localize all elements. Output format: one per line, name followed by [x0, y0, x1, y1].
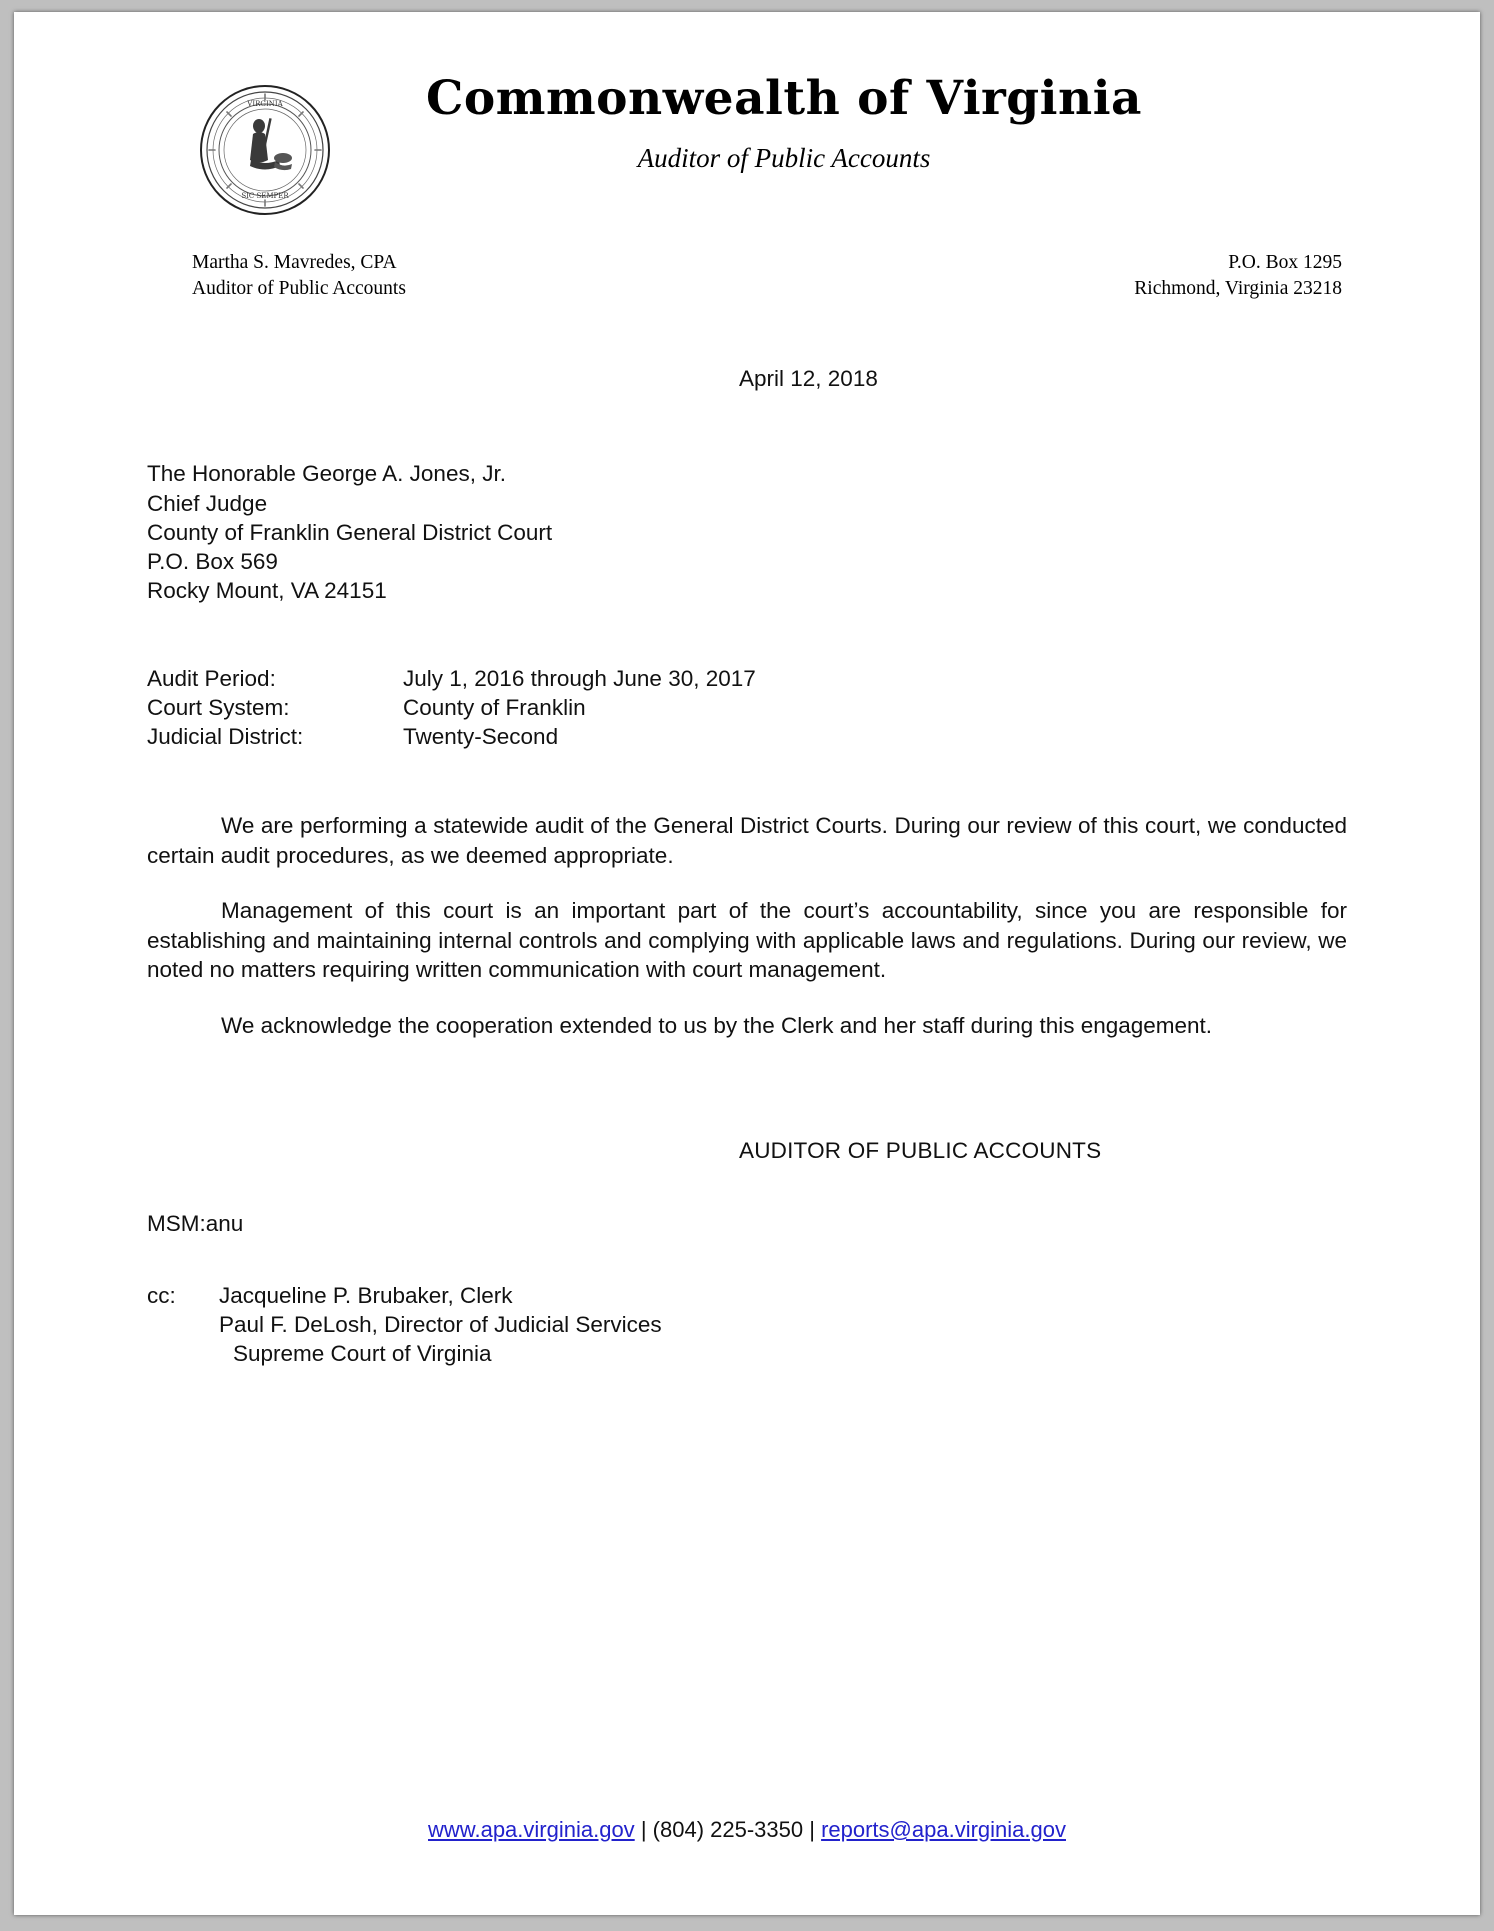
letterhead-address — [1134, 250, 1344, 303]
letterhead — [164, 71, 1344, 300]
recipient-title: Chief Judge — [147, 490, 268, 516]
letter-paragraph-3: We acknowledge the cooperation extended to us by the Clerk and her staff during this engagement. — [221, 1012, 1213, 1038]
letterhead-subtitle: Auditor of Public Accounts — [637, 143, 931, 174]
officer-name: Martha S. Mavredes, CPA — [192, 252, 397, 273]
meta-label-audit-period: Audit Period: — [147, 665, 276, 691]
email-link[interactable]: reports@apa.virginia.gov — [821, 1817, 1066, 1842]
cc-recipient-list — [219, 1281, 662, 1369]
meta-value-audit-period: July 1, 2016 through June 30, 2017 — [403, 665, 756, 691]
cc-recipient-1: Jacqueline P. Brubaker, Clerk — [219, 1282, 513, 1308]
svg-text:VIRGINIA: VIRGINIA — [247, 100, 283, 108]
page-footer — [14, 1817, 1480, 1843]
letter-paragraph-2: Management of this court is an important part of the court’s accountability, since you are responsible for establishing and maintaining internal controls and complying with applicable laws and regulations. During our review, we noted no matters requiring written communication with court management. — [147, 898, 1347, 983]
meta-row-judicial-district — [147, 722, 1347, 751]
cc-recipient-3: Supreme Court of Virginia — [233, 1341, 492, 1367]
recipient-city-state-zip: Rocky Mount, VA 24151 — [147, 578, 387, 604]
letterhead-officer — [164, 250, 406, 303]
officer-title: Auditor of Public Accounts — [192, 278, 406, 300]
meta-value-court-system: County of Franklin — [403, 694, 586, 720]
footer-phone: (804) 225-3350 — [652, 1817, 804, 1842]
letter-body — [147, 364, 1347, 1368]
meta-value-judicial-district: Twenty-Second — [403, 724, 559, 749]
cc-block — [147, 1281, 1347, 1369]
letter-date: April 12, 2018 — [739, 366, 878, 391]
letterhead-details — [164, 250, 1344, 303]
virginia-state-seal-icon — [199, 84, 331, 216]
meta-label-court-system: Court System: — [147, 694, 290, 720]
cc-label: cc: — [147, 1282, 176, 1308]
footer-separator-1: | — [640, 1817, 647, 1842]
page-content — [14, 12, 1480, 1915]
address-city-state-zip: Richmond, Virginia 23218 — [1134, 278, 1342, 300]
audit-meta-block — [147, 664, 1347, 752]
meta-row-audit-period — [147, 664, 1347, 693]
meta-label-judicial-district: Judicial District: — [147, 724, 304, 749]
recipient-po-box: P.O. Box 569 — [147, 549, 278, 574]
letter-paragraph-1: We are performing a statewide audit of the General District Courts. During our review of this court, we conducted certain audit procedures, as we deemed appropriate. — [147, 813, 1347, 868]
website-link[interactable]: www.apa.virginia.gov — [428, 1817, 635, 1842]
letter-initials: MSM:anu — [147, 1211, 244, 1237]
address-po-box: P.O. Box 1295 — [1228, 252, 1342, 273]
recipient-name: The Honorable George A. Jones, Jr. — [147, 461, 506, 487]
letterhead-title: Commonwealth of Virginia — [425, 71, 1143, 126]
meta-row-court-system — [147, 693, 1347, 722]
recipient-organization: County of Franklin General District Court — [147, 519, 553, 545]
document-page — [14, 12, 1480, 1915]
recipient-address-block — [147, 459, 1347, 605]
letter-signoff: AUDITOR OF PUBLIC ACCOUNTS — [739, 1138, 1102, 1164]
svg-text:SIC SEMPER: SIC SEMPER — [241, 192, 289, 200]
cc-recipient-2: Paul F. DeLosh, Director of Judicial Services — [219, 1311, 662, 1337]
footer-separator-2: | — [809, 1817, 815, 1842]
